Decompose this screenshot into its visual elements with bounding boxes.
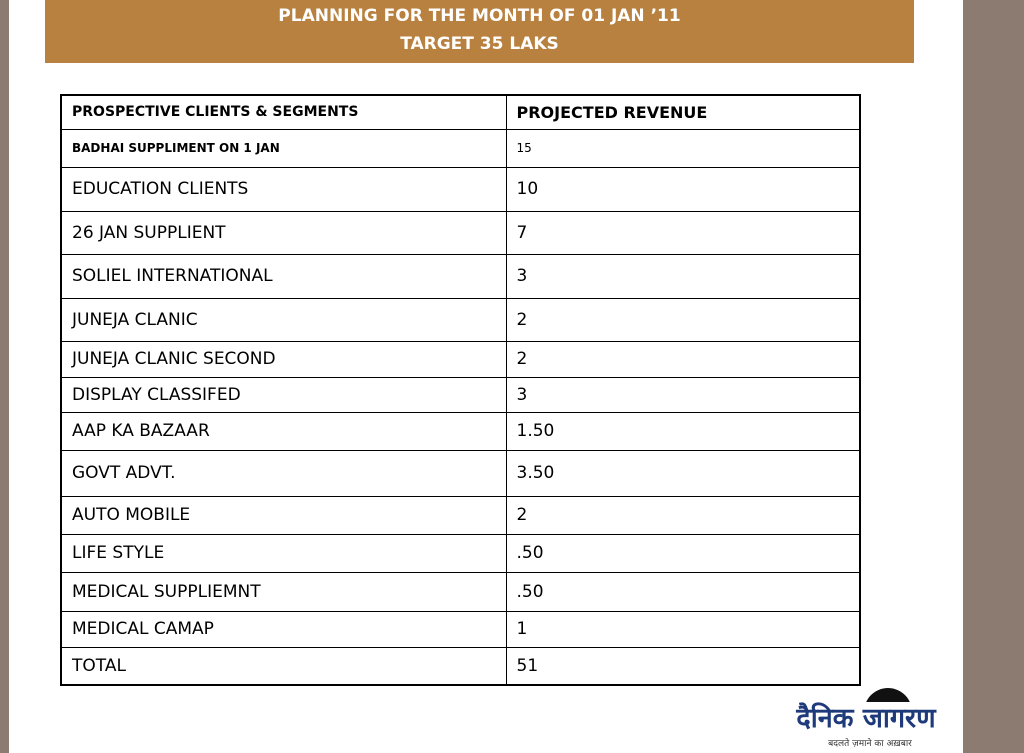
revenue-cell: 2: [506, 496, 860, 534]
right-side-bar: [963, 0, 1024, 753]
left-side-bar: [0, 0, 9, 753]
client-cell: AAP KA BAZAAR: [61, 412, 506, 450]
table-row: [61, 211, 860, 254]
client-cell: JUNEJA CLANIC: [61, 298, 506, 341]
revenue-cell: .50: [506, 534, 860, 572]
revenue-cell: 3: [506, 377, 860, 412]
column-header-clients: PROSPECTIVE CLIENTS & SEGMENTS: [61, 95, 506, 129]
table-row: [61, 254, 860, 298]
client-cell: LIFE STYLE: [61, 534, 506, 572]
table-row: [61, 341, 860, 377]
table-row: [61, 496, 860, 534]
title-banner: [45, 0, 914, 63]
client-cell: DISPLAY CLASSIFED: [61, 377, 506, 412]
table-row: [61, 611, 860, 647]
table-row: [61, 450, 860, 496]
client-cell: MEDICAL SUPPLIEMNT: [61, 572, 506, 611]
client-cell: JUNEJA CLANIC SECOND: [61, 341, 506, 377]
column-header-revenue: PROJECTED REVENUE: [506, 95, 860, 129]
table-row: [61, 572, 860, 611]
revenue-cell: 2: [506, 298, 860, 341]
revenue-cell: 10: [506, 167, 860, 211]
revenue-cell: 7: [506, 211, 860, 254]
revenue-cell: 1: [506, 611, 860, 647]
newspaper-logo: [780, 688, 950, 753]
logo-name: दैनिक जागरण: [786, 702, 946, 736]
client-cell: SOLIEL INTERNATIONAL: [61, 254, 506, 298]
table-row: [61, 534, 860, 572]
logo-tagline: बदलते ज़माने का अख़बार: [828, 739, 912, 749]
total-row: [61, 647, 860, 685]
client-cell: 26 JAN SUPPLIENT: [61, 211, 506, 254]
revenue-cell: .50: [506, 572, 860, 611]
revenue-cell: 15: [506, 129, 860, 167]
client-cell: MEDICAL CAMAP: [61, 611, 506, 647]
table-row: [61, 167, 860, 211]
client-cell: GOVT ADVT.: [61, 450, 506, 496]
total-label: TOTAL: [61, 647, 506, 685]
revenue-cell: 3: [506, 254, 860, 298]
page-title: PLANNING FOR THE MONTH OF 01 JAN ’11: [278, 6, 681, 26]
table-row: [61, 298, 860, 341]
revenue-cell: 3.50: [506, 450, 860, 496]
client-cell: AUTO MOBILE: [61, 496, 506, 534]
revenue-planning-table: [60, 94, 861, 686]
target-subtitle: TARGET 35 LAKS: [400, 34, 559, 54]
table-header-row: [61, 95, 860, 129]
total-value: 51: [506, 647, 860, 685]
table-row: [61, 377, 860, 412]
table-row: [61, 412, 860, 450]
table-row: [61, 129, 860, 167]
revenue-cell: 1.50: [506, 412, 860, 450]
client-cell: BADHAI SUPPLIMENT ON 1 JAN: [61, 129, 506, 167]
client-cell: EDUCATION CLIENTS: [61, 167, 506, 211]
revenue-cell: 2: [506, 341, 860, 377]
